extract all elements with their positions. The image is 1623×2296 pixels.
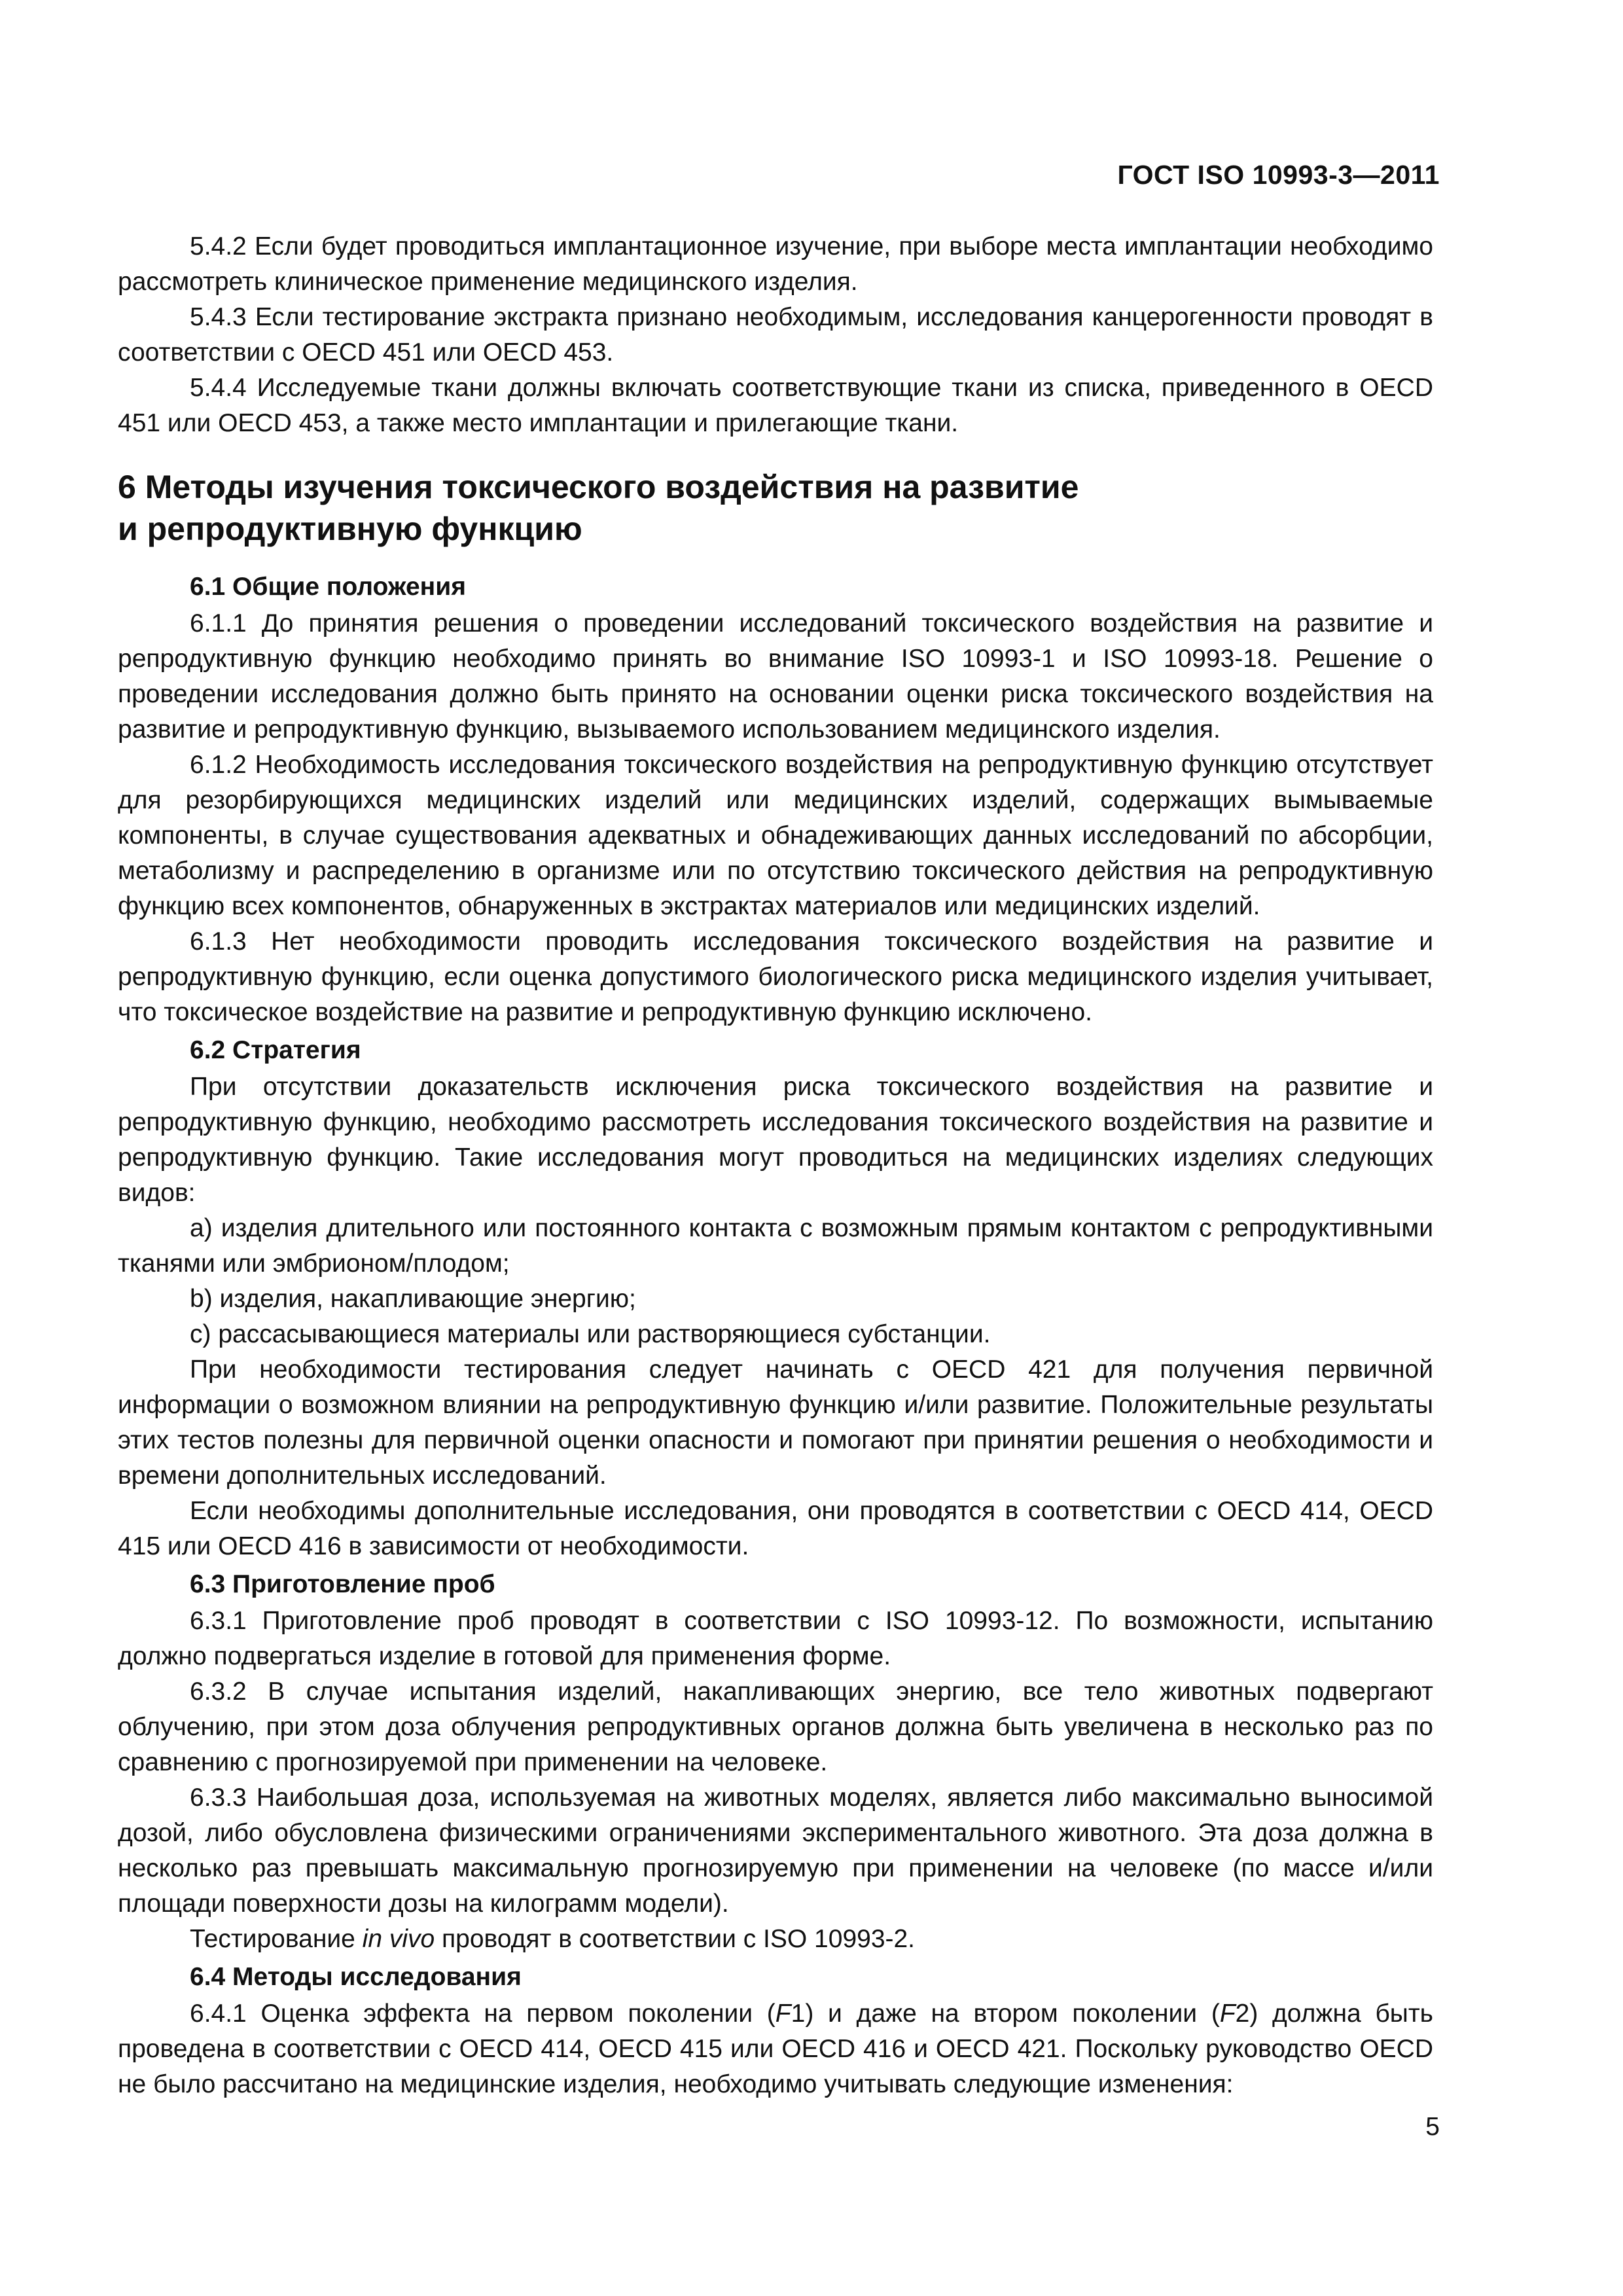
in-vivo-italic: in vivo — [362, 1925, 435, 1953]
list-item-a: а) изделия длительного или постоянного контакта с возможным прямым контактом с репродуктивными тканями или эмбрионом/плодом; — [118, 1214, 1433, 1278]
heading-6-1: 6.1 Общие положения — [190, 573, 466, 601]
generation-f-italic-1: F — [775, 2000, 791, 2028]
in-vivo-text-c: проводят в соответствии с ISO 10993-2. — [435, 1925, 916, 1953]
heading-6-2: 6.2 Стратегия — [190, 1036, 361, 1064]
paragraph-6-1-1: 6.1.1 До принятия решения о проведении исследований токсического воздействия на развитие и репродуктивную функцию необходимо принять во внимание ISO 10993-1 и ISO 10993-18. Решение о проведении исследования должно быть принято на основании оценки риска токсического воздействия на развитие и репродуктивную функцию, вызываемого использованием медицинского изделия. — [118, 609, 1433, 744]
paragraph-6-3-3: 6.3.3 Наибольшая доза, используемая на животных моделях, является либо максимально выносимой дозой, либо обусловлена физическими ограничениями экспериментального животного. Эта доза должна в несколько раз превышать максимальную прогнозируемую при применении на человеке (по массе и/или площади поверхности дозы на килограмм модели). — [118, 1784, 1433, 1918]
list-item-c: с) рассасывающиеся материалы или растворяющиеся субстанции. — [190, 1320, 991, 1348]
paragraph-5-4-4: 5.4.4 Исследуемые ткани должны включать соответствующие ткани из списка, приведенного в OECD 451 или OECD 453, а также место имплантации и прилегающие ткани. — [118, 374, 1433, 437]
paragraph-6-2-intro: При отсутствии доказательств исключения риска токсического воздействия на развитие и репродуктивную функцию, необходимо рассмотреть исследования токсического воздействия на развитие и репродуктивную функцию. Такие исследования могут проводиться на медицинских изделиях следующих видов: — [118, 1073, 1433, 1207]
paragraph-6-3-1: 6.3.1 Приготовление проб проводят в соответствии с ISO 10993-12. По возможности, испытанию должно подвергаться изделие в готовой для применения форме. — [118, 1607, 1433, 1670]
paragraph-5-4-3: 5.4.3 Если тестирование экстракта признано необходимым, исследования канцерогенности проводят в соответствии с OECD 451 или OECD 453. — [118, 303, 1433, 367]
section-6-heading — [118, 466, 1433, 550]
list-item-b: b) изделия, накапливающие энергию; — [190, 1285, 636, 1313]
paragraph-6-1-2: 6.1.2 Необходимость исследования токсического воздействия на репродуктивную функцию отсутствует для резорбирующихся медицинских изделий или медицинских изделий, содержащих вымываемые компоненты, в случае существования адекватных и обнадеживающих данных исследований по абсорбции, метаболизму и распределению в организме или по отсутствию токсического действия на репродуктивную функцию всех компонентов, обнаруженных в экстрактах материалов или медицинских изделий. — [118, 751, 1433, 920]
p641-part-a: 6.4.1 Оценка эффекта на первом поколении ( — [190, 2000, 776, 2028]
heading-6-4: 6.4 Методы исследования — [190, 1963, 522, 1991]
paragraph-6-3-2: 6.3.2 В случае испытания изделий, накапливающих энергию, все тело животных подвергают облучению, при этом доза облучения репродуктивных органов должна быть увеличена в несколько раз по сравнению с прогнозируемой при применении на человеке. — [118, 1677, 1433, 1776]
generation-f-italic-2: F — [1219, 2000, 1236, 2028]
paragraph-6-1-3: 6.1.3 Нет необходимости проводить исследования токсического воздействия на развитие и репродуктивную функцию, если оценка допустимого биологического риска медицинского изделия учитывает, что токсическое воздействие на развитие и репродуктивную функцию исключено. — [118, 927, 1433, 1026]
paragraph-6-2-testing: При необходимости тестирования следует начинать с OECD 421 для получения первичной информации о возможном влиянии на репродуктивную функцию и/или развитие. Положительные результаты этих тестов полезны для первичной оценки опасности и помогают при принятии решения о необходимости и времени дополнительных исследований. — [118, 1355, 1433, 1490]
paragraph-6-2-additional: Если необходимы дополнительные исследования, они проводятся в соответствии с OECD 414, OECD 415 или OECD 416 в зависимости от необходимости. — [118, 1497, 1433, 1560]
heading-6-3: 6.3 Приготовление проб — [190, 1570, 495, 1598]
document-body — [118, 229, 1433, 2102]
in-vivo-text-a: Тестирование — [190, 1925, 363, 1953]
paragraph-5-4-2: 5.4.2 Если будет проводиться имплантационное изучение, при выборе места имплантации необходимо рассмотреть клиническое применение медицинского изделия. — [118, 232, 1433, 296]
paragraph-6-4-1 — [118, 1996, 1433, 2102]
section-6-heading-line1: 6 Методы изучения токсического воздействия на развитие — [118, 469, 1079, 505]
paragraph-in-vivo — [118, 1922, 1433, 1957]
p641-part-c: 2) должна быть проведена в соответствии с OECD 414, OECD 415 или OECD 416 и OECD 421. Поскольку руководство OECD не было рассчитано на медицинские изделия, необходимо учитывать следующие изменения: — [118, 2000, 1433, 2098]
section-6-heading-line2: и репродуктивную функцию — [118, 511, 582, 547]
page-number: 5 — [1425, 2113, 1440, 2141]
document-id-header: ГОСТ ISO 10993-3—2011 — [1117, 160, 1440, 190]
p641-part-b: 1) и даже на втором поколении ( — [791, 2000, 1220, 2028]
